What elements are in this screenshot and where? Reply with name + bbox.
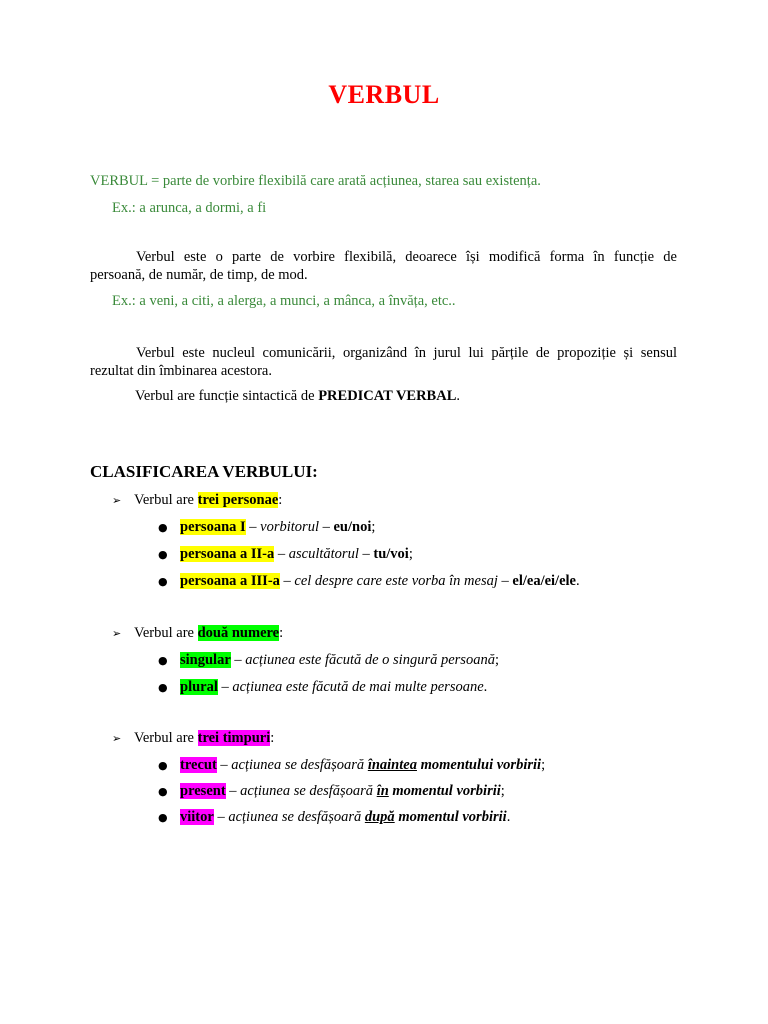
numbers-list-header (112, 624, 283, 643)
list-item-dash: – (274, 546, 289, 562)
round-bullet-icon: ● (158, 521, 168, 534)
list-item-pronouns: tu/voi (373, 546, 409, 562)
list-item-key: după (364, 809, 395, 825)
list-item-description: ascultătorul (288, 546, 359, 562)
list-item-key: înaintea (367, 757, 417, 773)
arrowhead-bullet-icon: ➢ (112, 494, 122, 507)
paragraph-line: Verbul este o parte de vorbire flexibilă, deoarece își modifică forma în funcție de (136, 249, 677, 265)
list-header-prefix: Verbul are (134, 625, 198, 641)
list-header-suffix: : (278, 492, 283, 508)
list-item-description: cel despre care este vorba în mesaj (294, 573, 498, 589)
list-header-suffix: : (279, 625, 284, 641)
list-item-end: ; (408, 546, 413, 562)
list-item (158, 678, 487, 697)
numbers-highlight: două numere (197, 625, 280, 641)
paragraph-line: rezultat din îmbinarea acestora. (90, 363, 272, 379)
definition-example: Ex.: a arunca, a dormi, a fi (112, 200, 267, 216)
paragraph-flexibility (90, 248, 677, 284)
list-item (158, 651, 499, 670)
arrowhead-bullet-icon: ➢ (112, 627, 122, 640)
list-item-dash: – (279, 573, 295, 589)
list-item-dash: – (216, 757, 232, 773)
list-header-prefix: Verbul are (134, 492, 198, 508)
list-item-key: în (376, 783, 389, 799)
round-bullet-icon: ● (158, 759, 168, 772)
list-item (158, 808, 510, 827)
arrowhead-bullet-icon: ➢ (112, 732, 122, 745)
list-item (158, 782, 505, 801)
list-item (158, 545, 413, 564)
paragraph-line: persoană, de număr, de timp, de mod. (90, 267, 308, 283)
list-item-separator: – (497, 573, 513, 589)
list-item-description: vorbitorul (260, 519, 319, 535)
list-item (158, 518, 375, 537)
list-item-term: persoana a II-a (180, 546, 275, 562)
list-header-prefix: Verbul are (134, 730, 198, 746)
predicat-verbal-term: PREDICAT VERBAL (318, 388, 457, 404)
list-item-end: . (506, 809, 511, 825)
list-item-pronouns: el/ea/ei/ele (512, 573, 576, 589)
list-item-term: singular (180, 652, 231, 668)
list-item (158, 756, 545, 775)
list-item-pronouns: eu/noi (333, 519, 372, 535)
tenses-highlight: trei timpuri (197, 730, 271, 746)
round-bullet-icon: ● (158, 654, 168, 667)
list-item-dash: – (217, 679, 233, 695)
round-bullet-icon: ● (158, 548, 168, 561)
list-item-term: trecut (180, 757, 217, 773)
list-item-dash: – (245, 519, 261, 535)
list-item-end: ; (494, 652, 499, 668)
list-item-rest: momentul vorbirii (388, 783, 501, 799)
list-item-term: persoana a III-a (180, 573, 280, 589)
round-bullet-icon: ● (158, 575, 168, 588)
classification-heading: CLASIFICAREA VERBULUI: (90, 462, 318, 481)
list-header-suffix: : (270, 730, 275, 746)
persons-list-header (112, 491, 282, 510)
list-item-end: ; (371, 519, 376, 535)
paragraph-line: Verbul este nucleul comunicării, organizând în jurul lui părțile de propoziție și sensul (136, 345, 677, 361)
list-item-description: acțiunea se desfășoară (228, 809, 365, 825)
list-item-end: ; (500, 783, 505, 799)
paragraph-nucleus (90, 344, 677, 380)
list-item-rest: momentul vorbirii (394, 809, 507, 825)
persons-highlight: trei personae (197, 492, 279, 508)
list-item-description: acțiunea se desfășoară (240, 783, 377, 799)
list-item-separator: – (358, 546, 374, 562)
list-item-term: plural (180, 679, 218, 695)
list-item-end: ; (541, 757, 546, 773)
tenses-list-header (112, 729, 274, 748)
round-bullet-icon: ● (158, 785, 168, 798)
list-item-description: acțiunea este făcută de mai multe persoane (232, 679, 484, 695)
syntactic-function-prefix: Verbul are funcție sintactică de (135, 388, 319, 404)
list-item-end: . (576, 573, 580, 589)
list-item (158, 572, 580, 591)
list-item-dash: – (230, 652, 246, 668)
list-item-description: acțiunea se desfășoară (231, 757, 368, 773)
round-bullet-icon: ● (158, 681, 168, 694)
page-title: VERBUL (328, 80, 440, 109)
syntactic-function-line (135, 387, 460, 405)
list-item-dash: – (213, 809, 229, 825)
list-item-end: . (483, 679, 488, 695)
list-item-term: persoana I (180, 519, 246, 535)
list-item-description: acțiunea este făcută de o singură persoană (245, 652, 495, 668)
list-item-dash: – (225, 783, 241, 799)
list-item-term: present (180, 783, 226, 799)
list-item-rest: momentului vorbirii (416, 757, 542, 773)
syntactic-function-suffix: . (456, 388, 460, 404)
list-item-separator: – (318, 519, 334, 535)
list-item-term: viitor (180, 809, 214, 825)
paragraph-example: Ex.: a veni, a citi, a alerga, a munci, a mânca, a învăța, etc.. (112, 293, 456, 309)
definition-text: VERBUL = parte de vorbire flexibilă care arată acțiunea, starea sau existența. (90, 173, 541, 189)
round-bullet-icon: ● (158, 811, 168, 824)
